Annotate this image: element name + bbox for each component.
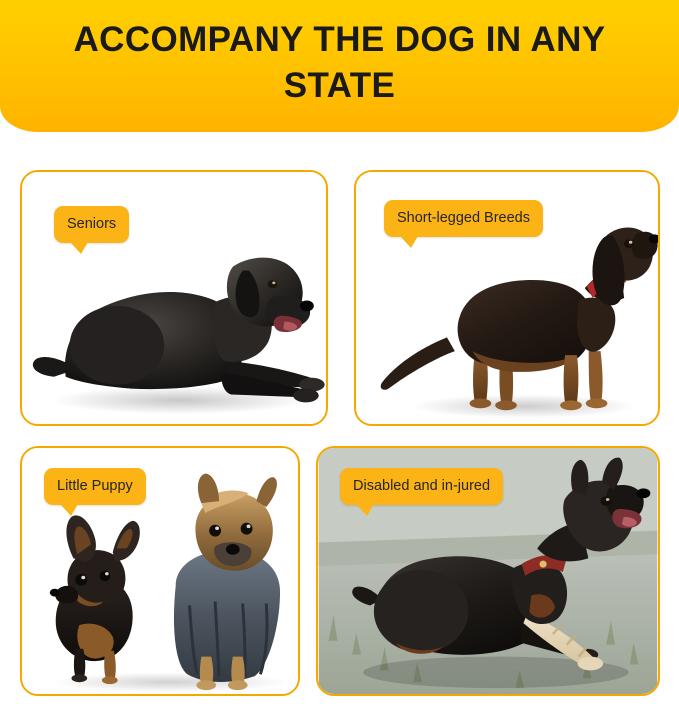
label-disabled-and-injured: Disabled and in-jured: [340, 468, 503, 505]
label-little-puppy: Little Puppy: [44, 468, 146, 505]
page-title: ACCOMPANY THE DOG IN ANY STATE: [73, 19, 606, 105]
card-disabled-and-injured: [316, 446, 660, 696]
card-short-legged-breeds: [354, 170, 660, 426]
card-little-puppy: [20, 446, 300, 696]
label-seniors: Seniors: [54, 206, 129, 243]
label-short-legged-breeds: Short-legged Breeds: [384, 200, 543, 237]
cards-grid: [0, 132, 679, 711]
card-seniors: [20, 170, 328, 426]
header-banner: [0, 0, 679, 132]
